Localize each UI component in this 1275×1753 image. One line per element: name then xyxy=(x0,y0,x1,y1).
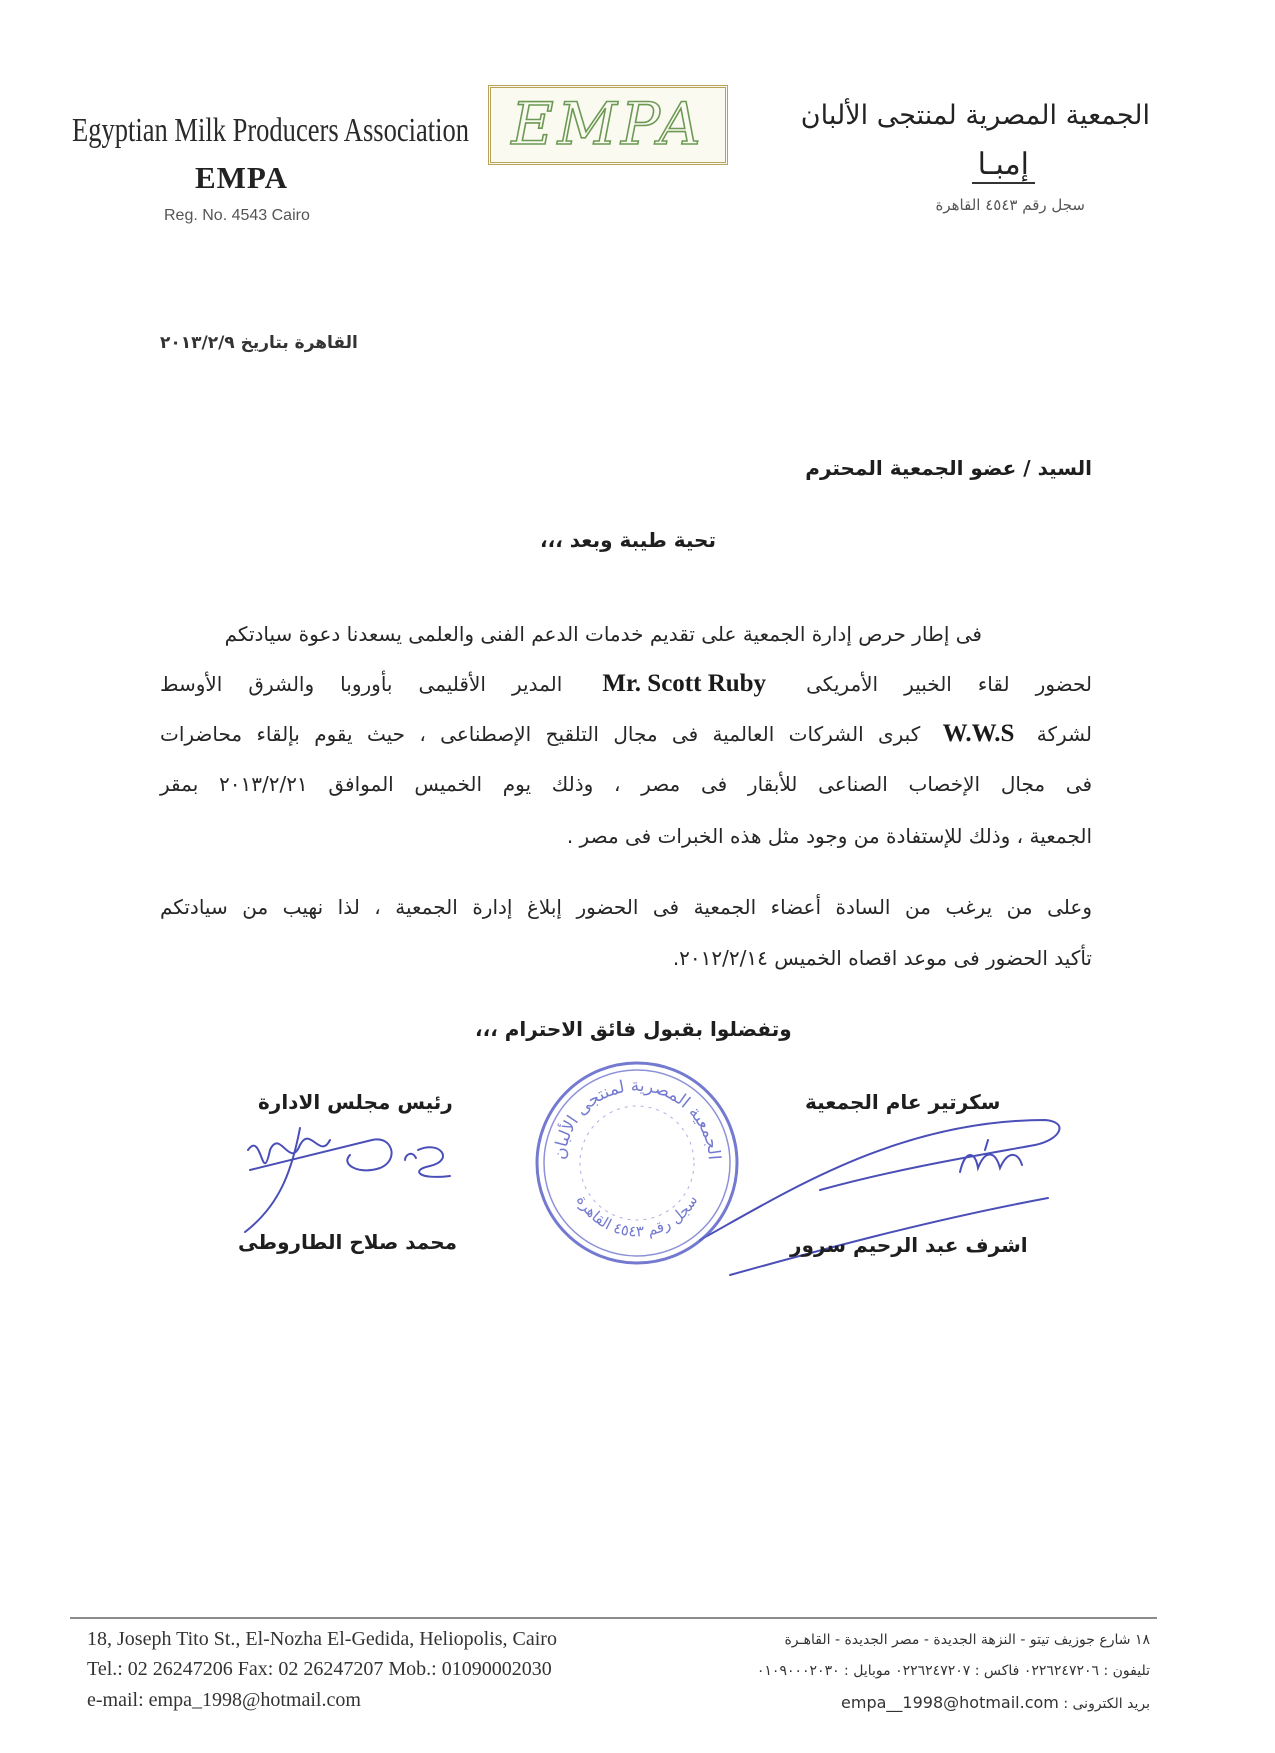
footer-phone-english: Tel.: 02 26247206 Fax: 02 26247207 Mob.: 01090002030 xyxy=(87,1658,552,1680)
paragraph1-line2-start: لحضور لقاء الخبير الأمريكى xyxy=(806,672,1093,696)
svg-text:سجل رقم ٤٥٤٣ القاهرة xyxy=(573,1192,702,1241)
secretary-name: اشرف عبد الرحيم سرور xyxy=(790,1233,1028,1257)
footer-email-english: e-mail: empa_1998@hotmail.com xyxy=(87,1689,361,1711)
svg-text:الجمعية المصرية لمنتجى الألبان xyxy=(550,1076,724,1161)
footer-address-arabic: ١٨ شارع جوزيف تيتو - النزهة الجديدة - مصر الجديدة - القاهـرة xyxy=(784,1632,1150,1648)
stamp-top-text: الجمعية المصرية لمنتجى الألبان xyxy=(549,1075,724,1161)
paragraph1-line2-end: المدير الأقليمى بأوروبا والشرق الأوسط xyxy=(160,672,563,696)
chairman-title: رئيس مجلس الادارة xyxy=(258,1090,453,1114)
addressee: السيد / عضو الجمعية المحترم xyxy=(805,456,1092,480)
org-abbreviation-arabic: إمبـا xyxy=(972,147,1035,184)
footer-phone-arabic: تليفون : ٠٢٢٦٢٤٧٢٠٦ فاكس : ٠٢٢٦٢٤٧٢٠٧ موبايل : ٠١٠٩٠٠٠٢٠٣٠ xyxy=(756,1663,1150,1679)
chairman-name: محمد صلاح الطاروطى xyxy=(238,1230,457,1254)
association-stamp xyxy=(537,1063,737,1263)
closing-line: وتفضلوا بقبول فائق الاحترام ،،، xyxy=(475,1017,792,1041)
footer-email-address-arabic: empa__1998@hotmail.com xyxy=(841,1693,1059,1712)
expert-name: Mr. Scott Ruby xyxy=(602,670,767,697)
org-abbreviation-english: EMPA xyxy=(195,160,288,195)
org-name-english: Egyptian Milk Producers Association xyxy=(72,112,470,149)
paragraph2-line2: تأكيد الحضور فى موعد اقصاه الخميس ٢٠١٢/٢/١٤. xyxy=(672,946,1092,970)
letter-date: القاهرة بتاريخ ٢٠١٣/٢/٩ xyxy=(160,333,358,353)
stamp-bottom-text: سجل رقم ٤٥٤٣ القاهرة xyxy=(572,1191,702,1241)
logo-text: EMPA xyxy=(511,90,705,158)
paragraph2-line1: وعلى من يرغب من السادة أعضاء الجمعية فى الحضور إبلاغ إدارة الجمعية ، لذا نهيب من سيادتكم xyxy=(160,895,1092,919)
paragraph1-line1: فى إطار حرص إدارة الجمعية على تقديم خدمات الدعم الفنى والعلمى يسعدنا دعوة سيادتكم xyxy=(224,622,982,646)
registration-number-english: Reg. No. 4543 Cairo xyxy=(164,207,310,224)
paragraph1-line5: الجمعية ، وذلك للإستفادة من وجود مثل هذه الخبرات فى مصر . xyxy=(566,824,1092,848)
footer-email-label-arabic: بريد الكترونى : xyxy=(1063,1696,1150,1712)
secretary-title: سكرتير عام الجمعية xyxy=(805,1090,1001,1114)
paragraph1-line3-start: لشركة xyxy=(1036,722,1093,746)
footer-email-arabic xyxy=(841,1693,1150,1712)
chairman-signature xyxy=(245,1128,450,1232)
footer-address-english: 18, Joseph Tito St., El-Nozha El-Gedida, Heliopolis, Cairo xyxy=(87,1628,557,1650)
footer-divider xyxy=(70,1617,1157,1619)
paragraph1-line3-end: كبرى الشركات العالمية فى مجال التلقيح الإصطناعى ، حيث يقوم بإلقاء محاضرات xyxy=(160,722,921,746)
greeting: تحية طيبة وبعد ،،، xyxy=(540,528,716,552)
paragraph1-line4: فى مجال الإخصاب الصناعى للأبقار فى مصر ، وذلك يوم الخميس الموافق ٢٠١٣/٢/٢١ بمقر xyxy=(160,772,1093,796)
registration-number-arabic: سجل رقم ٤٥٤٣ القاهرة xyxy=(935,196,1085,214)
company-name: W.W.S xyxy=(942,720,1015,747)
org-name-arabic: الجمعية المصرية لمنتجى الألبان xyxy=(800,100,1150,131)
